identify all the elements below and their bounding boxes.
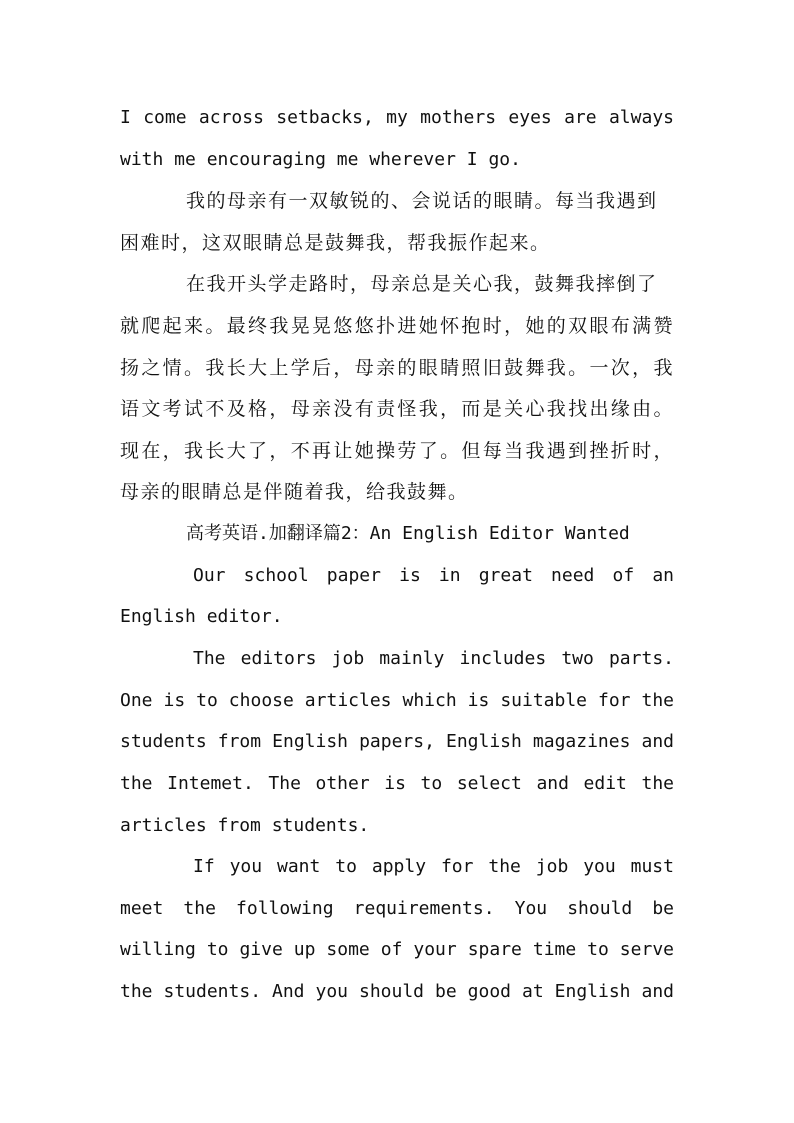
- text-line: 母亲的眼睛总是伴随着我，给我鼓舞。: [120, 481, 469, 503]
- text-line: meet the following requirements. You should be: [120, 898, 674, 919]
- text-line: I come across setbacks, my mothers eyes are always: [120, 107, 674, 128]
- text-line: Our school paper is in great need of an: [193, 565, 674, 586]
- text-line: articles from students.: [120, 815, 370, 836]
- text-line: with me encouraging me wherever I go.: [120, 149, 521, 170]
- text-line: If you want to apply for the job you must: [193, 856, 674, 877]
- text-line: The editors job mainly includes two parts.: [193, 648, 674, 669]
- text-line: the Intemet. The other is to select and edit the: [120, 773, 674, 794]
- text-line: English editor.: [120, 606, 283, 627]
- text-line: willing to give up some of your spare time to serve: [120, 939, 674, 960]
- text-line: 在我开头学走路时，母亲总是关心我，鼓舞我摔倒了: [186, 273, 658, 295]
- text-line: the students. And you should be good at English and: [120, 981, 674, 1002]
- text-line: One is to choose articles which is suitable for the: [120, 690, 674, 711]
- text-line: students from English papers, English magazines and: [120, 731, 674, 752]
- text-line: 就爬起来。最终我晃晃悠悠扑进她怀抱时，她的双眼布满赞: [120, 315, 674, 337]
- text-line: 现在，我长大了，不再让她操劳了。但每当我遇到挫折时，: [120, 440, 674, 462]
- text-line: 困难时，这双眼睛总是鼓舞我，帮我振作起来。: [120, 232, 551, 254]
- section-heading: 高考英语.加翻译篇2：An English Editor Wanted: [186, 523, 630, 544]
- text-line: 扬之情。我长大上学后，母亲的眼睛照旧鼓舞我。一次，我: [120, 357, 674, 379]
- text-line: 语文考试不及格，母亲没有责怪我，而是关心我找出缘由。: [120, 398, 674, 420]
- text-line: 我的母亲有一双敏锐的、会说话的眼睛。每当我遇到: [186, 190, 658, 212]
